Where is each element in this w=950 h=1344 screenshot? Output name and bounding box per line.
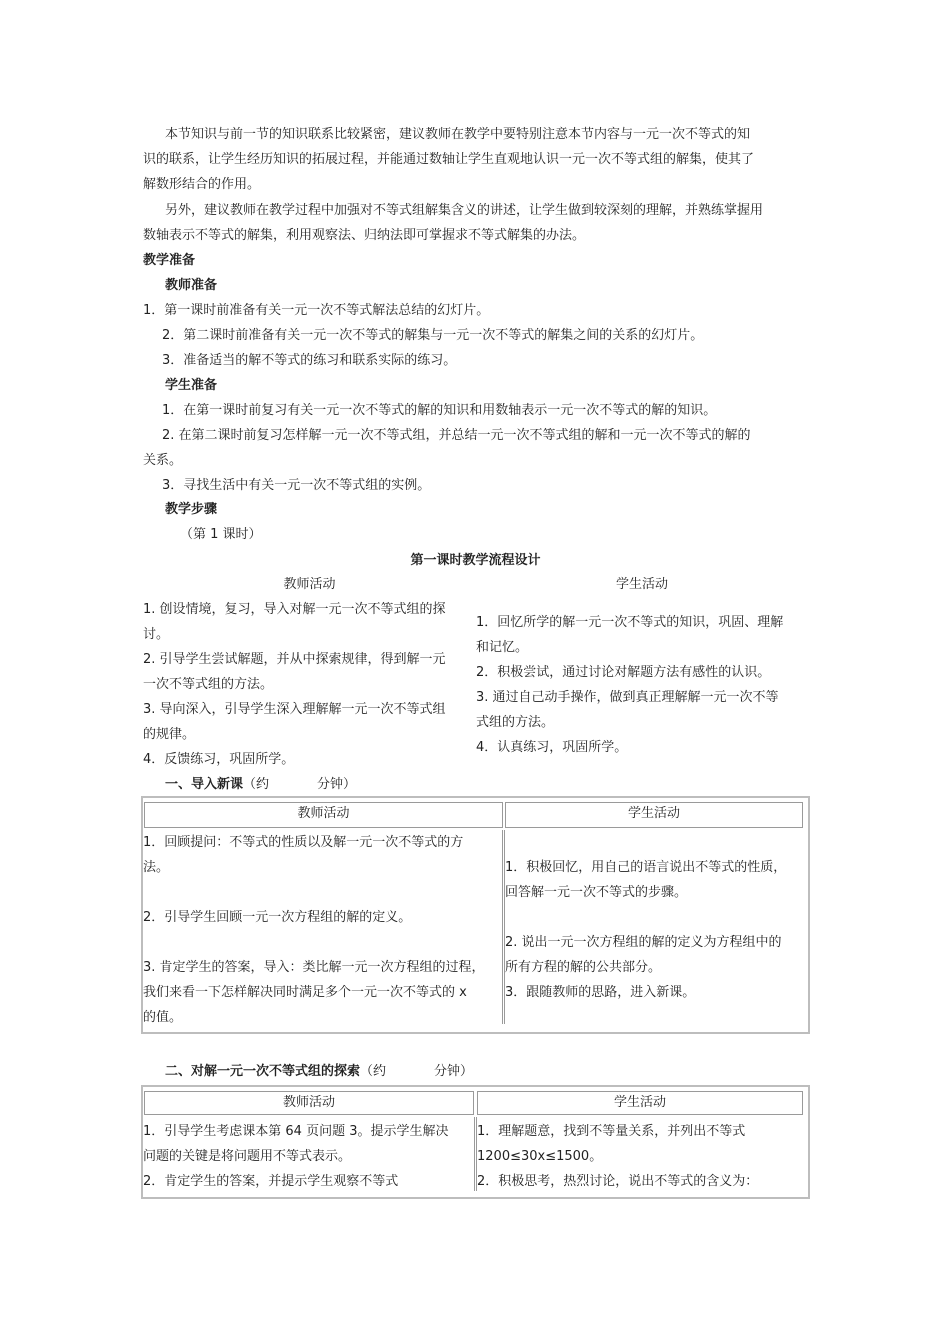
lesson-label: （第 1 课时） — [180, 527, 262, 542]
student-prep-item-1: 1．在第一课时前复习有关一元一次不等式的解的知识和用数轴表示一元一次不等式的解的知识。 — [162, 403, 717, 418]
flow-title: 第一课时教学流程设计 — [410, 553, 541, 568]
section1-teacher-line: 2．引导学生回顾一元一次方程组的解的定义。 — [143, 910, 412, 925]
section1-teacher-head: 教师活动 — [144, 802, 503, 828]
flow-teacher-line: 1. 创设情境，复习，导入对解一元一次不等式组的探 — [143, 602, 446, 617]
steps-title: 教学步骤 — [165, 502, 218, 517]
section1-student-head: 学生活动 — [505, 802, 803, 828]
section1-teacher-line: 1．回顾提问：不等式的性质以及解一元一次不等式的方 — [143, 835, 464, 850]
flow-student-line: 1．回忆所学的解一元一次不等式的知识，巩固、理解 — [476, 615, 784, 630]
section1-teacher-line: 我们来看一下怎样解决同时满足多个一元一次不等式的 x — [143, 985, 467, 1000]
flow-teacher-line: 的规律。 — [143, 727, 196, 742]
section1-teacher-line: 3. 肯定学生的答案，导入：类比解一元一次方程组的过程， — [143, 960, 485, 975]
flow-student-line: 3. 通过自己动手操作，做到真正理解解一元一次不等 — [476, 690, 779, 705]
student-prep-title: 学生准备 — [165, 378, 218, 393]
section1-heading — [165, 775, 356, 795]
section2-teacher-head: 教师活动 — [144, 1091, 474, 1115]
flow-student-head: 学生活动 — [615, 577, 668, 592]
teacher-prep-title: 教师准备 — [165, 278, 218, 293]
student-prep-item-2: 2. 在第二课时前复习怎样解一元一次不等式组，并总结一元一次不等式组的解和一元一次不等式的解的 — [162, 428, 751, 443]
section1-student-line: 所有方程的解的公共部分。 — [505, 960, 662, 975]
flow-student-line: 式组的方法。 — [476, 715, 555, 730]
teacher-prep-item-3: 3．准备适当的解不等式的练习和联系实际的练习。 — [162, 353, 457, 368]
prep-title: 教学准备 — [143, 253, 196, 268]
section1-student-line: 2. 说出一元一次方程组的解的定义为方程组中的 — [505, 935, 782, 950]
section2-teacher-line: 问题的关键是将问题用不等式表示。 — [143, 1149, 352, 1164]
section1-student-line: 3．跟随教师的思路，进入新课。 — [505, 985, 696, 1000]
intro-p1-line3: 解数形结合的作用。 — [143, 177, 261, 192]
section1-student-line: 1．积极回忆，用自己的语言说出不等式的性质， — [505, 860, 787, 875]
section2-teacher-line: 2．肯定学生的答案，并提示学生观察不等式 — [143, 1174, 399, 1189]
teacher-prep-item-2: 2．第二课时前准备有关一元一次不等式的解集与一元一次不等式的解集之间的关系的幻灯片。 — [162, 328, 704, 343]
flow-teacher-line: 4．反馈练习，巩固所学。 — [143, 752, 295, 767]
flow-student-line: 4．认真练习，巩固所学。 — [476, 740, 628, 755]
section1-teacher-line: 法。 — [143, 860, 170, 875]
intro-p1-line2: 识的联系，让学生经历知识的拓展过程，并能通过数轴让学生直观地认识一元一次不等式组的解集，使其了 — [143, 152, 755, 167]
section2-student-line: 1．理解题意，找到不等量关系，并列出不等式 — [477, 1124, 746, 1139]
intro-p1-line1: 本节知识与前一节的知识联系比较紧密，建议教师在教学中要特别注意本节内容与一元一次不等式的知 — [165, 127, 751, 142]
section2-table — [141, 1085, 810, 1199]
section2-time-suffix: 分钟） — [434, 1064, 474, 1079]
flow-teacher-head: 教师活动 — [283, 577, 336, 592]
intro-p2-line1: 另外，建议教师在教学过程中加强对不等式组解集含义的讲述，让学生做到较深刻的理解，并熟练掌握用 — [165, 203, 764, 218]
section1-time-prefix: （约 — [243, 777, 270, 792]
flow-teacher-line: 3. 导向深入，引导学生深入理解解一元一次不等式组 — [143, 702, 446, 717]
flow-student-line: 和记忆。 — [476, 640, 529, 655]
section1-student-line: 回答解一元一次不等式的步骤。 — [505, 885, 688, 900]
section1-table — [141, 796, 810, 1034]
section2-student-line: 2．积极思考，热烈讨论，说出不等式的含义为： — [477, 1174, 759, 1189]
section1-teacher-line: 的值。 — [143, 1010, 183, 1025]
intro-p2-line2: 数轴表示不等式的解集，利用观察法、归纳法即可掌握求不等式解集的办法。 — [143, 228, 586, 243]
section2-time-prefix: （约 — [360, 1064, 387, 1079]
student-prep-item-2-cont: 关系。 — [143, 453, 183, 468]
section2-heading — [165, 1062, 473, 1082]
section2-student-line: 1200≤30x≤1500。 — [477, 1149, 603, 1164]
section2-title: 二、对解一元一次不等式组的探索 — [165, 1064, 361, 1079]
student-prep-item-3: 3．寻找生活中有关一元一次不等式组的实例。 — [162, 478, 431, 493]
teacher-prep-item-1: 1．第一课时前准备有关一元一次不等式解法总结的幻灯片。 — [143, 303, 490, 318]
section1-title: 一、导入新课 — [165, 777, 244, 792]
flow-student-line: 2．积极尝试，通过讨论对解题方法有感性的认识。 — [476, 665, 771, 680]
flow-teacher-line: 2. 引导学生尝试解题，并从中探索规律，得到解一元 — [143, 652, 446, 667]
flow-teacher-line: 一次不等式组的方法。 — [143, 677, 274, 692]
section1-time-suffix: 分钟） — [317, 777, 357, 792]
flow-teacher-line: 讨。 — [143, 627, 170, 642]
section2-teacher-line: 1．引导学生考虑课本第 64 页问题 3。提示学生解决 — [143, 1124, 449, 1139]
section2-student-head: 学生活动 — [477, 1091, 803, 1115]
